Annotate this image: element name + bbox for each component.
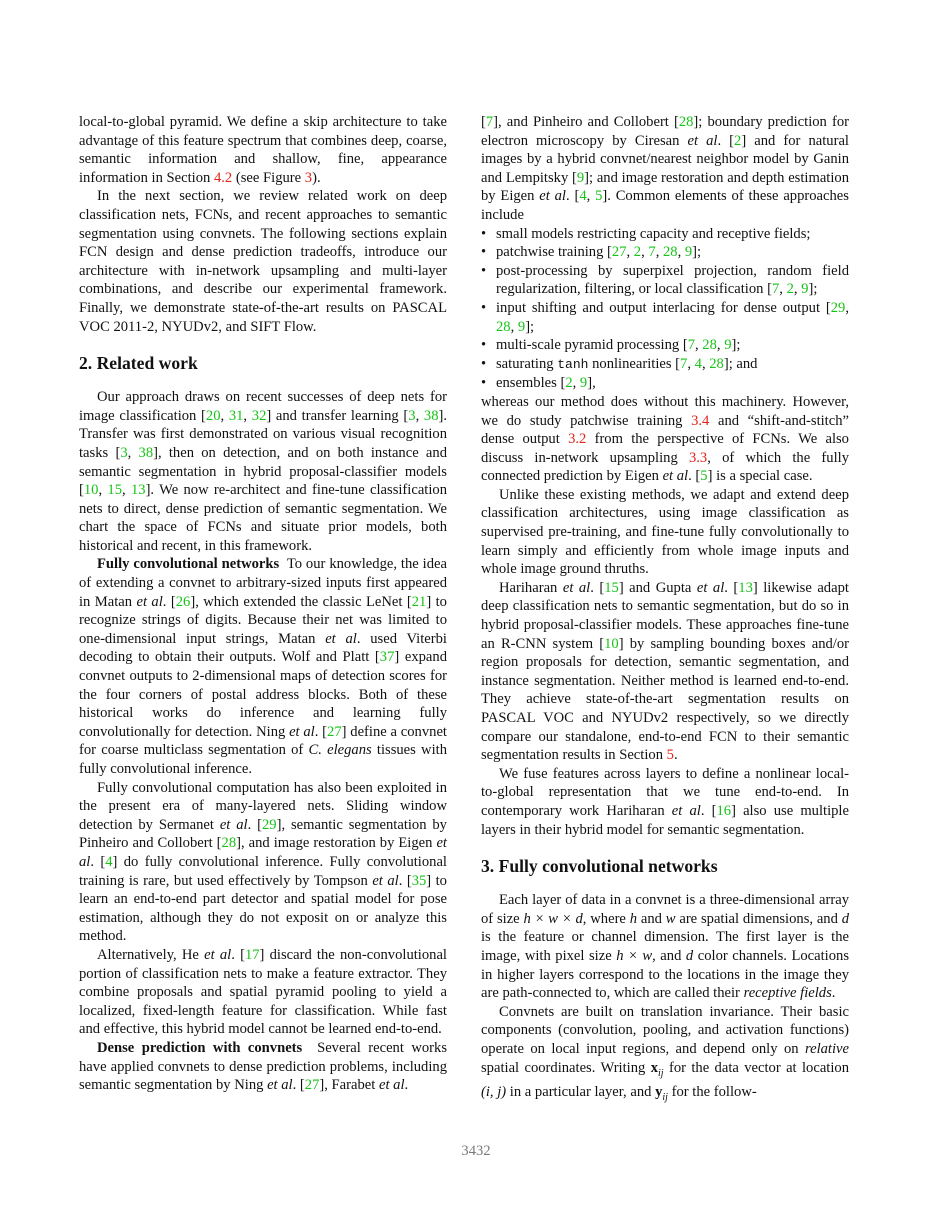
hariharan-paragraph: Hariharan et al. [15] and Gupta et al. [13] likewise adapt deep classification nets to semantic segmentation, but do so in hybrid proposal-classifier models. These approaches fine-tune an R-CNN system [10] by sampling bounding boxes and/or region proposals for detection, semantic segmentation, and instance segmentation. Neither method is learned end-to-end. They achieve state-of-the-art segmentation results on PASCAL VOC and NYUDv2 respectively, so we directly compare our standalone, end-to-end FCN to their semantic segmentation results in Section 5. bbox=[481, 579, 849, 764]
citation-link[interactable]: 21 bbox=[411, 593, 427, 610]
page-number: 3432 bbox=[461, 1143, 491, 1159]
list-item: • post-processing by superpixel projection, random field regularization, filtering, or local classification [7, 2, 9]; bbox=[481, 262, 849, 298]
citation-link[interactable]: 27 bbox=[611, 244, 627, 261]
citation-link[interactable]: 4 bbox=[579, 188, 587, 205]
list-item: • small models restricting capacity and receptive fields; bbox=[481, 225, 811, 242]
citation-link[interactable]: 9 bbox=[684, 244, 693, 261]
citation-link[interactable]: 29 bbox=[830, 299, 846, 316]
citation-link[interactable]: 2 bbox=[565, 375, 573, 392]
citation-link[interactable]: 5 bbox=[595, 188, 603, 205]
whereas-paragraph: whereas our method does without this machinery. However, we do study patchwise training 3.4 and “shift-and-stitch” dense output 3.2 from the perspective of FCNs. We also discuss in-network upsampling 3.3, of which the fully connected prediction by Eigen et al. [5] is a special case. bbox=[481, 393, 849, 485]
citation-link[interactable]: 13 bbox=[738, 579, 753, 596]
citation-link[interactable]: 17 bbox=[244, 946, 260, 963]
section-link[interactable]: 5 bbox=[666, 747, 674, 764]
list-item: • multi-scale pyramid processing [7, 28, 9]; bbox=[481, 337, 741, 354]
list-item: • patchwise training [27, 2, 7, 28, 9]; bbox=[481, 244, 702, 261]
citation-link[interactable]: 10 bbox=[604, 635, 619, 652]
citation-link[interactable]: 2 bbox=[786, 281, 794, 298]
citation-link[interactable]: 15 bbox=[107, 482, 123, 499]
citation-link[interactable]: 3 bbox=[120, 444, 128, 461]
section-heading-related-work: 2. Related work bbox=[79, 353, 198, 374]
convnets-paragraph: Convnets are built on translation invariance. Their basic components (convolution, pooling, and activation functions) operate on local input regions, and depend only on relative spatial coordinates. Writing $x_{ij}$ for the data vector at location (i, j) in a particular layer, and $y_{ij}$ for the follow- bbox=[481, 1003, 849, 1103]
right-column bbox=[481, 113, 849, 1108]
dense-prediction-paragraph: Dense prediction with convnets Several recent works have applied convnets to dense prediction problems, including semantic segmentation by Ning et al. [27], Farabet et al. bbox=[79, 1039, 447, 1094]
citation-link[interactable]: 7 bbox=[687, 337, 695, 354]
citation-link[interactable]: 4 bbox=[105, 853, 113, 870]
fuse-paragraph: We fuse features across layers to define a nonlinear local-to-global representation that we tune end-to-end. In contemporary work Hariharan et al. [16] also use multiple layers in their hybrid model for semantic segmentation. bbox=[481, 765, 849, 838]
citation-link[interactable]: 5 bbox=[700, 468, 708, 485]
citation-link[interactable]: 7 bbox=[648, 244, 656, 261]
figure-link[interactable]: 3 bbox=[304, 169, 313, 186]
citation-link[interactable]: 7 bbox=[485, 114, 494, 130]
citation-link[interactable]: 16 bbox=[716, 802, 732, 819]
intro-paragraph-1: local-to-global pyramid. We define a skip architecture to take advantage of this feature spectrum that combines deep, coarse, semantic information and shallow, fine, appearance information in Section 4.2 (see Figure 3). bbox=[79, 114, 447, 186]
fc-computation-paragraph: Fully convolutional computation has also been exploited in the present era of many-layered nets. Sliding window detection by Sermanet et al. [29], semantic segmentation by Pinheiro and Collobert [28], and image restoration by Eigen et al. [4] do fully convolutional inference. Fully convolutional training is rare, but used effectively by Tompson et al. [35] to learn an end-to-end part detector and spatial model for pose estimation, although they do not exposit on or analyze this method. bbox=[79, 779, 447, 945]
common-elements-list bbox=[481, 225, 849, 393]
list-item: • input shifting and output interlacing for dense output [29, 28, 9]; bbox=[481, 299, 849, 335]
continued-paragraph: [7], and Pinheiro and Collobert [28]; boundary prediction for electron microscopy by Ciresan et al. [2] and for natural images by a hybrid convnet/nearest neighbor model by Ganin and Lempitsky [9]; and image restoration and depth estimation by Eigen et al. [4, 5]. Common elements of these approaches include bbox=[481, 114, 849, 223]
citation-link[interactable]: 3 bbox=[408, 407, 416, 424]
citation-link[interactable]: 9 bbox=[579, 375, 588, 392]
fcn-paragraph: Fully convolutional networks To our knowledge, the idea of extending a convnet to arbitrary-sized inputs first appeared in Matan et al. [26], which extended the classic LeNet [21] to recognize strings of digits. Because their net was limited to one-dimensional input strings, Matan et al. used Viterbi decoding to obtain their outputs. Wolf and Platt [37] expand convnet outputs to 2-dimensional maps of detection scores for the four corners of postal address blocks. Both of these historical works do inference and learning fully convolutionally for detection. Ning et al. [27] define a convnet for coarse multiclass segmentation of C. elegans tissues with fully convolutional inference. bbox=[79, 556, 448, 777]
citation-link[interactable]: 31 bbox=[228, 407, 244, 424]
citation-link[interactable]: 28 bbox=[702, 337, 717, 354]
unlike-paragraph: Unlike these existing methods, we adapt and extend deep classification architectures, using image classification as supervised pre-training, and fine-tune fully convolutionally to learn simply and efficiently from whole image inputs and whole image ground thruths. bbox=[481, 486, 849, 578]
runin-heading: Dense prediction with convnets bbox=[97, 1039, 303, 1056]
citation-link[interactable]: 20 bbox=[205, 407, 221, 424]
citation-link[interactable]: 28 bbox=[221, 835, 237, 852]
citation-link[interactable]: 4 bbox=[694, 355, 702, 372]
citation-link[interactable]: 9 bbox=[724, 337, 732, 354]
citation-link[interactable]: 2 bbox=[734, 132, 742, 149]
citation-link[interactable]: 32 bbox=[251, 407, 267, 424]
citation-link[interactable]: 28 bbox=[709, 355, 724, 372]
list-item: • ensembles [2, 9], bbox=[481, 375, 596, 392]
citation-link[interactable]: 10 bbox=[83, 482, 99, 499]
citation-link[interactable]: 9 bbox=[801, 281, 809, 298]
related-work-paragraph: Our approach draws on recent successes of deep nets for image classification [20, 31, 32] and transfer learning [3, 38]. Transfer was first demonstrated on various visual recognition tasks [3, 38], then on detection, and on both instance and semantic segmentation in hybrid proposal-classifier models [10, 15, 13]. We now re-architect and fine-tune classification nets to direct, dense prediction of semantic segmentation. We chart the space of FCNs and situate prior models, both historical and recent, in this framework. bbox=[79, 389, 448, 554]
intro-paragraph-2: In the next section, we review related work on deep classification nets, FCNs, and recent approaches to semantic segmentation using convnets. The following sections explain FCN design and dense prediction tradeoffs, introduce our architecture with in-network upsampling and multi-layer combinations, and describe our experimental framework. Finally, we demonstrate state-of-the-art results on PASCAL VOC 2011-2, NYUDv2, and SIFT Flow. bbox=[79, 188, 447, 335]
alternatively-paragraph: Alternatively, He et al. [17] discard the non-convolutional portion of classification nets to make a feature extractor. They combine proposals and spatial pyramid pooling to yield a localized, fixed-length feature for classification. While fast and effective, this hybrid model cannot be learned end-to-end. bbox=[79, 946, 447, 1038]
section-heading-fcn: 3. Fully convolutional networks bbox=[481, 856, 718, 877]
citation-link[interactable]: 13 bbox=[130, 482, 146, 499]
citation-link[interactable]: 35 bbox=[411, 872, 427, 889]
citation-link[interactable]: 37 bbox=[379, 649, 395, 666]
citation-link[interactable]: 38 bbox=[423, 407, 439, 424]
citation-link[interactable]: 38 bbox=[138, 444, 154, 461]
citation-link[interactable]: 29 bbox=[261, 816, 277, 833]
citation-link[interactable]: 15 bbox=[604, 579, 619, 596]
section-link[interactable]: 3.3 bbox=[688, 449, 708, 466]
citation-link[interactable]: 27 bbox=[304, 1077, 320, 1094]
citation-link[interactable]: 28 bbox=[662, 244, 678, 261]
list-item: • saturating tanh nonlinearities [7, 4, 28]; and bbox=[481, 355, 758, 372]
left-column bbox=[79, 113, 447, 1095]
citation-link[interactable]: 7 bbox=[771, 281, 780, 298]
runin-heading: Fully convolutional networks bbox=[97, 556, 280, 573]
citation-link[interactable]: 7 bbox=[680, 355, 688, 372]
each-layer-paragraph: Each layer of data in a convnet is a three-dimensional array of size h × w × d, where h and w are spatial dimensions, and d is the feature or channel dimension. The first layer is the image, with pixel size h × w, and d color channels. Locations in higher layers correspond to the locations in the image they are path-connected to, which are called their receptive fields. bbox=[481, 892, 850, 1002]
citation-link[interactable]: 27 bbox=[327, 723, 342, 740]
citation-link[interactable]: 9 bbox=[517, 318, 526, 335]
citation-link[interactable]: 26 bbox=[175, 593, 191, 610]
section-link[interactable]: 3.4 bbox=[691, 412, 710, 429]
section-link[interactable]: 4.2 bbox=[213, 169, 233, 186]
citation-link[interactable]: 28 bbox=[678, 114, 694, 130]
citation-link[interactable]: 9 bbox=[576, 169, 585, 186]
citation-link[interactable]: 28 bbox=[496, 318, 511, 335]
citation-link[interactable]: 2 bbox=[633, 244, 642, 261]
section-link[interactable]: 3.2 bbox=[568, 431, 587, 448]
